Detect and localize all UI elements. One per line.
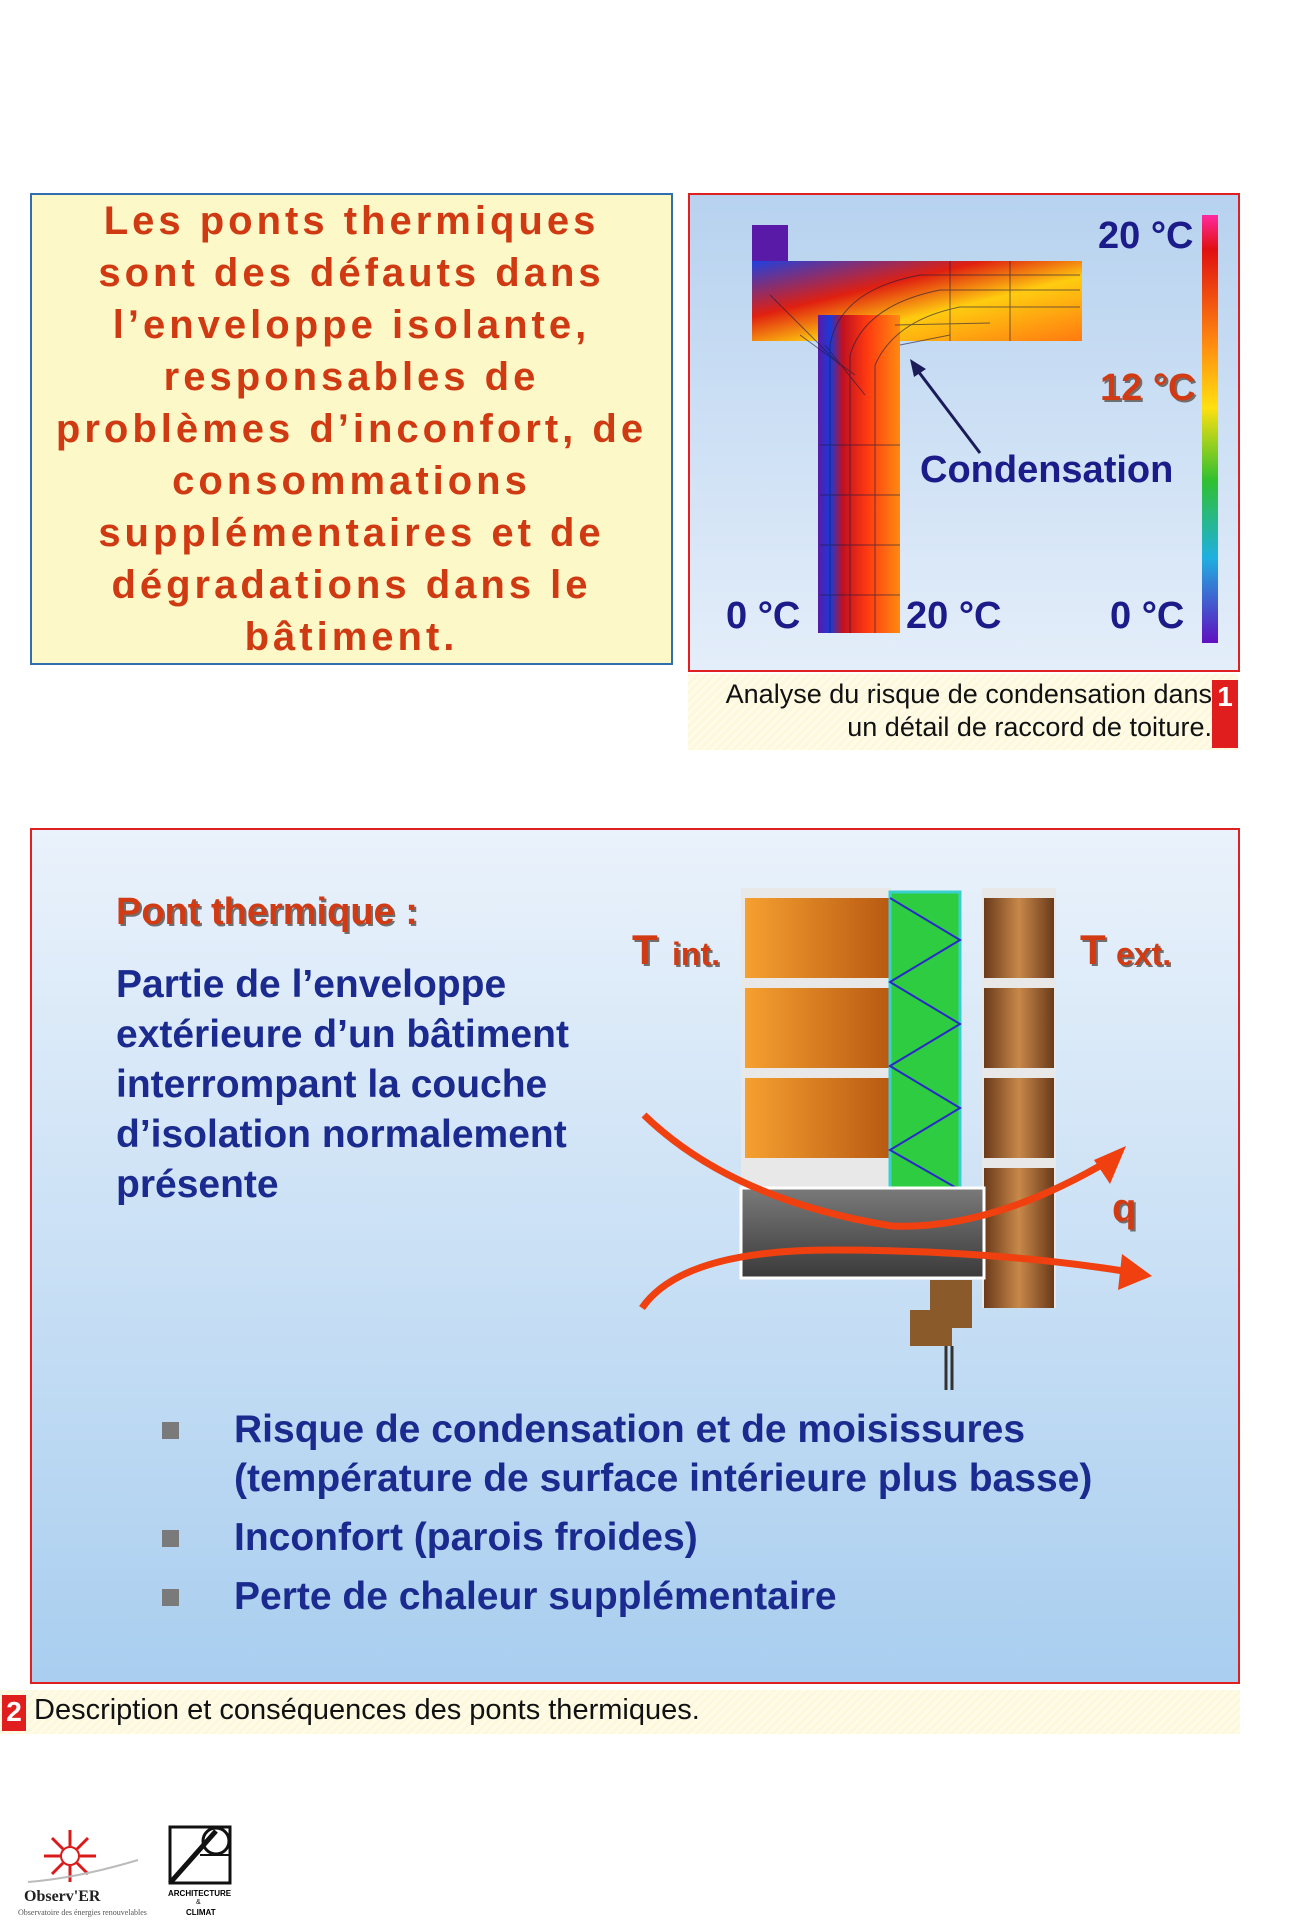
figure1-caption-line1: Analyse du risque de condensation dans [725, 679, 1212, 709]
inner-brick-2 [745, 988, 889, 1068]
parapet [752, 225, 788, 261]
archi-line2: & [196, 1899, 201, 1906]
observer-logo [18, 1820, 158, 1920]
intro-text: Les ponts thermiques sont des défauts dans l’enveloppe isolante, responsables de problèmes d’inconfort, de consommations supplémentaires et de dégradations dans le bâtiment. [55, 199, 648, 659]
archi-line3: CLIMAT [186, 1908, 216, 1917]
label-20c-bottom: 20 °C [906, 595, 1002, 637]
condensation-arrow [910, 359, 980, 453]
floor-slab [741, 1188, 984, 1278]
inner-brick-3 [745, 1078, 889, 1158]
t-ext-sub: ext. [1116, 936, 1172, 972]
architecture-logo-icon [166, 1823, 236, 1887]
thermal-bridge-description: Partie de l’enveloppe extérieure d’un bâtiment interrompant la couche d’isolation normalement présente [116, 963, 569, 1206]
consequences-list [142, 1405, 1202, 1631]
heat-flux-label: q [1112, 1186, 1137, 1230]
thermal-bridge-figure [30, 828, 1240, 1684]
thermal-bridge-title: Pont thermique : [116, 891, 418, 933]
wall-section-diagram [32, 830, 1242, 1390]
label-0c-right: 0 °C [1110, 595, 1185, 637]
figure1-caption-line2: un détail de raccord de toiture. [847, 712, 1212, 742]
figure2-caption-text: Description et conséquences des ponts thermiques. [34, 1694, 700, 1726]
outer-brick-4 [984, 1168, 1054, 1308]
figure2-number-badge: 2 [2, 1695, 26, 1731]
architecture-climat-logo [166, 1823, 236, 1920]
outer-brick-1 [984, 898, 1054, 978]
inner-brick-1 [745, 898, 889, 978]
label-20c-top: 20 °C [1098, 215, 1194, 257]
outer-brick-3 [984, 1078, 1054, 1158]
figure2-caption [0, 1690, 1240, 1734]
intro-box [30, 193, 673, 665]
observer-name: Observ'ER [24, 1888, 101, 1905]
heat-arrow-head-1 [1094, 1146, 1126, 1184]
support-detail-2 [910, 1310, 952, 1346]
bullet-square-icon [162, 1530, 179, 1547]
figure1-caption [688, 674, 1238, 750]
sun-logo-icon [18, 1820, 158, 1890]
observer-tagline: Observatoire des énergies renouvelables [18, 1908, 147, 1917]
list-item: Inconfort (parois froides) [142, 1513, 1202, 1562]
t-ext-letter: T [1080, 926, 1106, 973]
bullet-square-icon [162, 1422, 179, 1439]
list-item: Perte de chaleur supplémentaire [142, 1572, 1202, 1621]
outer-brick-2 [984, 988, 1054, 1068]
label-0c-left: 0 °C [726, 595, 801, 637]
bullet-square-icon [162, 1589, 179, 1606]
insulation-layer [890, 892, 960, 1192]
thermal-simulation-figure [688, 193, 1240, 672]
roof-slab [752, 261, 1082, 341]
archi-line1: ARCHITECTURE [168, 1889, 232, 1898]
heat-arrow-head-2 [1118, 1254, 1152, 1290]
temperature-scale [1202, 215, 1218, 643]
figure1-number-badge: 1 [1212, 680, 1238, 748]
t-int-sub: int. [672, 936, 720, 972]
label-12c: 12 °C [1100, 367, 1196, 409]
list-item: Risque de condensation et de moisissures (température de surface intérieure plus basse) [142, 1405, 1202, 1503]
label-condensation: Condensation [920, 449, 1174, 491]
t-int-letter: T [632, 926, 658, 973]
